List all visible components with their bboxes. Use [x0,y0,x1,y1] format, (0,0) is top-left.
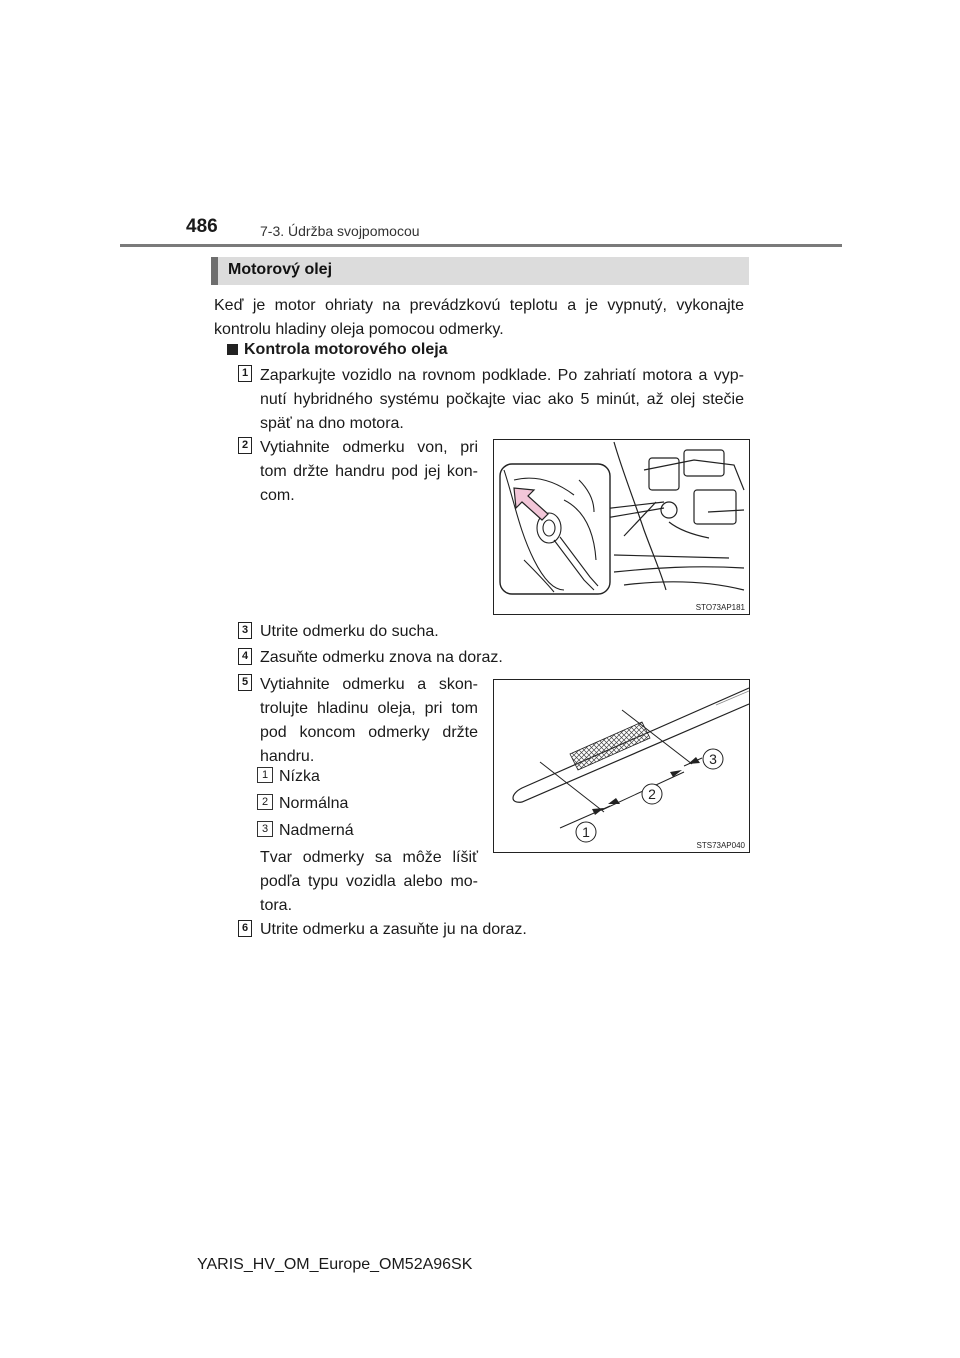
intro-line-2: kontrolu hladiny oleja pomocou odmerky. [214,321,504,338]
footer-document-code: YARIS_HV_OM_Europe_OM52A96SK [197,1256,473,1273]
step-number-1: 1 [238,365,252,382]
engine-drawing [494,440,749,614]
step-1-line-2: nutí hybridného systému počkajte viac ako 5 minút, až olej stečie [260,391,744,408]
note-line-2: podľa typu vozidla alebo mo- [260,873,478,890]
step-number-5: 5 [238,674,252,691]
intro-line-1: Keď je motor ohriaty na prevádzkovú teplotu a je vypnutý, vykonajte [214,297,744,314]
dipstick-label-3: 3 [709,751,717,767]
bullet-square-icon [227,344,238,355]
dipstick-label-1: 1 [582,824,590,840]
step-number-6: 6 [238,920,252,937]
subheading: Kontrola motorového oleja [244,341,448,358]
engine-figure-code: STO73AP181 [695,603,745,612]
level-label-2: Normálna [279,795,349,812]
dipstick-figure-code: STS73AP040 [696,841,745,850]
section-heading-text: Motorový olej [228,261,333,278]
level-number-1: 1 [257,767,273,783]
step-2-line-2: tom držte handru pod jej kon- [260,463,478,480]
level-number-2: 2 [257,794,273,810]
dipstick-drawing [494,680,749,852]
step-2-line-1: Vytiahnite odmerku von, pri [260,439,478,456]
step-4-text: Zasuňte odmerku znova na doraz. [260,649,503,666]
level-number-3: 3 [257,821,273,837]
header-rule [120,244,842,247]
step-number-2: 2 [238,437,252,454]
step-number-3: 3 [238,622,252,639]
section-title: 7-3. Údržba svojpomocou [260,223,420,239]
step-5-line-3: pod koncom odmerky držte [260,724,478,741]
step-1-line-1: Zaparkujte vozidlo na rovnom podklade. Po zahriatí motora a vyp- [260,367,744,384]
section-heading [211,257,749,285]
step-5-line-4: handru. [260,748,315,765]
step-3-text: Utrite odmerku do sucha. [260,623,439,640]
note-line-1: Tvar odmerky sa môže líšiť [260,849,478,866]
page-number: 486 [186,216,218,237]
engine-illustration [493,439,750,615]
step-2-line-3: com. [260,487,295,504]
level-label-3: Nadmerná [279,822,354,839]
step-5-line-1: Vytiahnite odmerku a skon- [260,676,478,693]
level-label-1: Nízka [279,768,320,785]
step-6-text: Utrite odmerku a zasuňte ju na doraz. [260,921,527,938]
dipstick-illustration [493,679,750,853]
step-number-4: 4 [238,648,252,665]
step-1-line-3: späť na dno motora. [260,415,404,432]
step-5-line-2: trolujte hladinu oleja, pri tom [260,700,478,717]
dipstick-label-2: 2 [648,786,656,802]
note-line-3: tora. [260,897,293,914]
